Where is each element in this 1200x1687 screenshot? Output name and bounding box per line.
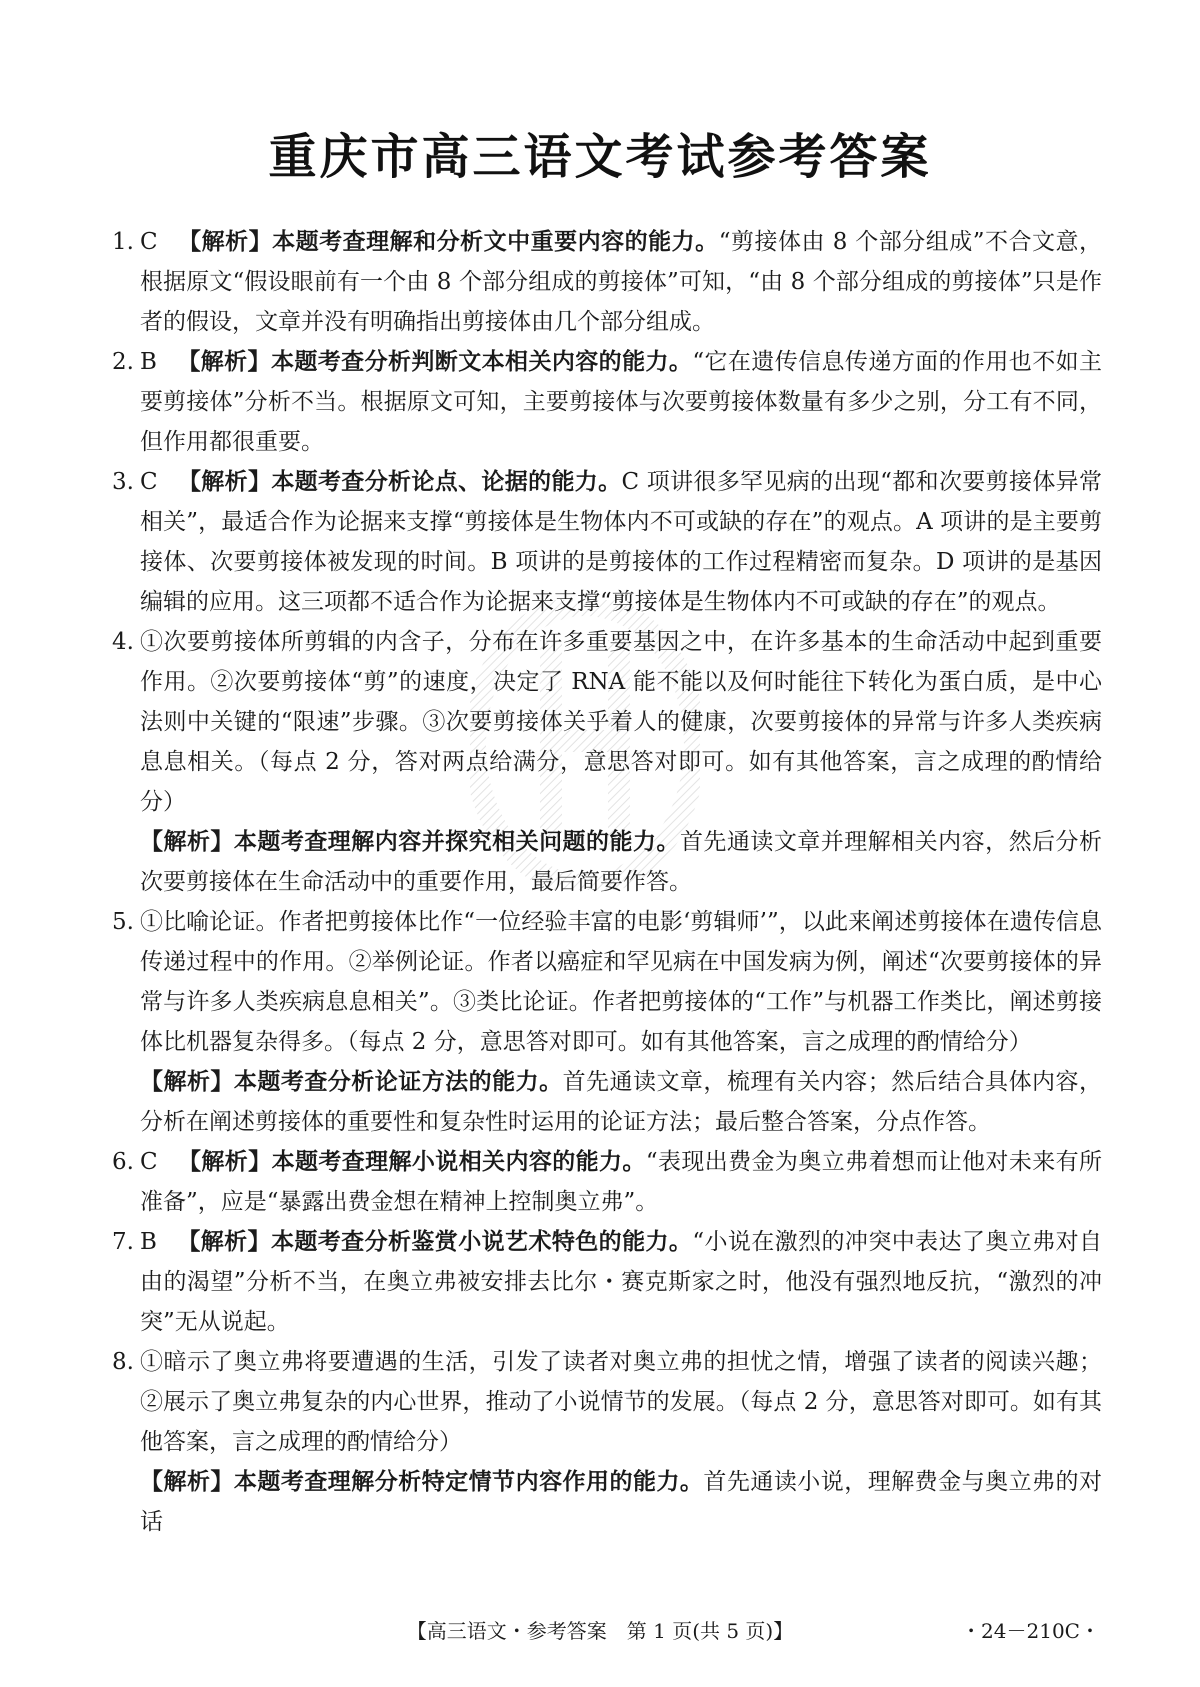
analysis-tag: 【解析】	[140, 1069, 234, 1095]
analysis-tag: 【解析】	[177, 229, 273, 255]
answer-text: ①暗示了奥立弗将要遭遇的生活，引发了读者对奥立弗的担忧之情，增强了读者的阅读兴趣；②展示了奥立弗复杂的内心世界，推动了小说情节的发展。（每点 2 分，意思答对即可。如有其他答案，言之成理的酌情给分）	[140, 1349, 1102, 1455]
analysis-heading: 本题考查理解和分析文中重要内容的能力。	[272, 229, 719, 255]
analysis-heading: 本题考查理解内容并探究相关问题的能力。	[233, 829, 680, 855]
analysis-text: 首先通读小说，理解费金与奥立弗的对话	[140, 1469, 1103, 1535]
analysis-block-5	[112, 1062, 1102, 1142]
answer-item-8	[112, 1342, 1102, 1462]
answer-text: ①比喻论证。作者把剪接体比作“一位经验丰富的电影‘剪辑师’”，以此来阐述剪接体在遗传信息传递过程中的作用。②举例论证。作者以癌症和罕见病在中国发病为例，阐述“次要剪接体的异常与许多人类疾病息息相关”。③类比论证。作者把剪接体的“工作”与机器工作类比，阐述剪接体比机器复杂得多。（每点 2 分，意思答对即可。如有其他答案，言之成理的酌情给分）	[140, 909, 1102, 1055]
item-number: 8.	[112, 1349, 134, 1375]
item-number: 7.	[112, 1229, 134, 1255]
item-answer: B	[140, 349, 157, 375]
answer-content	[112, 222, 1102, 1542]
answer-item-6	[112, 1142, 1102, 1222]
analysis-text: C 项讲很多罕见病的出现“都和次要剪接体异常相关”，最适合作为论据来支撑“剪接体是生物体内不可或缺的存在”的观点。A 项讲的是主要剪接体、次要剪接体被发现的时间。B 项讲的是剪接体的工作过程精密而复杂。D 项讲的是基因编辑的应用。这三项都不适合作为论据来支撑“剪接体是生物体内不可或缺的存在”的观点。	[140, 469, 1103, 615]
analysis-text: “小说在激烈的冲突中表达了奥立弗对自由的渴望”分析不当，在奥立弗被安排去比尔・赛克斯家之时，他没有强烈地反抗，“激烈的冲突”无从说起。	[140, 1229, 1103, 1335]
analysis-heading: 本题考查分析论证方法的能力。	[233, 1069, 563, 1095]
analysis-tag: 【解析】	[176, 349, 271, 375]
analysis-tag: 【解析】	[177, 469, 272, 495]
analysis-heading: 本题考查分析鉴赏小说艺术特色的能力。	[270, 1229, 693, 1255]
item-answer: C	[140, 1149, 158, 1175]
answer-item-7	[112, 1222, 1102, 1342]
item-answer: C	[140, 469, 158, 495]
answer-item-2	[112, 342, 1102, 462]
answer-text: ①次要剪接体所剪辑的内含子，分布在许多重要基因之中，在许多基本的生命活动中起到重要作用。②次要剪接体“剪”的速度，决定了 RNA 能不能以及何时能往下转化为蛋白质，是中心法则中关键的“限速”步骤。③次要剪接体关乎着人的健康，次要剪接体的异常与许多人类疾病息息相关。（每点 2 分，答对两点给满分，意思答对即可。如有其他答案，言之成理的酌情给分）	[140, 629, 1102, 815]
analysis-text: “它在遗传信息传递方面的作用也不如主要剪接体”分析不当。根据原文可知，主要剪接体与次要剪接体数量有多少之别，分工有不同，但作用都很重要。	[140, 349, 1103, 455]
analysis-text: 首先通读文章，梳理有关内容；然后结合具体内容，分析在阐述剪接体的重要性和复杂性时运用的论证方法；最后整合答案，分点作答。	[140, 1069, 1103, 1135]
analysis-tag: 【解析】	[140, 1469, 234, 1495]
item-answer: C	[140, 229, 158, 255]
item-answer: B	[140, 1229, 157, 1255]
answer-item-5	[112, 902, 1102, 1062]
answer-item-1	[112, 222, 1102, 342]
analysis-tag: 【解析】	[177, 1149, 272, 1175]
analysis-text: “剪接体由 8 个部分组成”不合文意，根据原文“假设眼前有一个由 8 个部分组成的剪接体”可知，“由 8 个部分组成的剪接体”只是作者的假设，文章并没有明确指出剪接体由几个部分组成。	[140, 229, 1103, 335]
analysis-heading: 本题考查理解小说相关内容的能力。	[271, 1149, 646, 1175]
analysis-tag: 【解析】	[140, 829, 234, 855]
item-number: 4.	[112, 629, 134, 655]
item-number: 6.	[112, 1149, 134, 1175]
analysis-heading: 本题考查分析论点、论据的能力。	[271, 469, 622, 495]
footer-page-info: 【高三语文・参考答案 第 1 页(共 5 页)】	[406, 1619, 794, 1643]
analysis-tag: 【解析】	[176, 1229, 271, 1255]
analysis-block-8	[112, 1462, 1102, 1542]
analysis-heading: 本题考查理解分析特定情节内容作用的能力。	[233, 1469, 704, 1495]
analysis-text: “表现出费金为奥立弗着想而让他对未来有所准备”，应是“暴露出费金想在精神上控制奥立弗”。	[140, 1149, 1102, 1215]
analysis-heading: 本题考查分析判断文本相关内容的能力。	[270, 349, 693, 375]
analysis-text: 首先通读文章并理解相关内容，然后分析次要剪接体在生命活动中的重要作用，最后简要作答。	[140, 829, 1103, 895]
item-number: 5.	[112, 909, 134, 935]
item-number: 2.	[112, 349, 134, 375]
page-title: 重庆市高三语文考试参考答案	[268, 129, 932, 185]
item-number: 1.	[112, 229, 134, 255]
answer-item-3	[112, 462, 1102, 622]
item-number: 3.	[112, 469, 134, 495]
footer-exam-code: ・24－210C・	[961, 1619, 1100, 1643]
answer-item-4	[112, 622, 1102, 822]
analysis-block-4	[112, 822, 1102, 902]
